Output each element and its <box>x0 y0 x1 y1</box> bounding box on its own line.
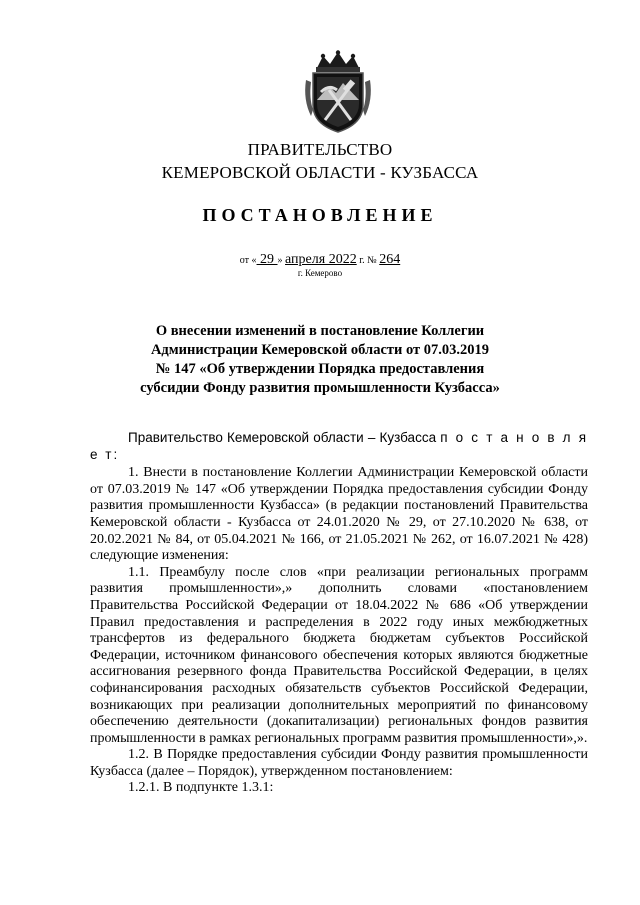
paragraph-1-1: 1.1. Преамбулу после слов «при реализации региональных программ развития промышленности»,» дополнить словами «постановлением Правительства Российской Федерации от 18.04.2022 № 686 «Об утверждении Правил предоставления и распределения в 2022 году иных межбюджетных трансфертов из федерального бюджета бюджетам субъектов Российской Федерации, источником финансового обеспечения которых являются бюджетные ассигнования резервного фонда Правительства Российской Федерации, в целях софинансирования расходных обязательств субъектов Российской Федерации, возникающих при реализации дополнительных мероприятий по финансовому обеспечению деятельности (докапитализации) региональных фондов развития промышленности в рамках региональных программ развития промышленности»,». <box>90 564 588 746</box>
organization-name-line2: КЕМЕРОВСКОЙ ОБЛАСТИ - КУЗБАССА <box>161 163 479 182</box>
intro-verb: п о с т а н о в л я е т: <box>90 430 589 462</box>
document-type: ПОСТАНОВЛЕНИЕ <box>202 205 438 225</box>
paragraph-1: 1. Внести в постановление Коллегии Администрации Кемеровской области от 07.03.2019 № 147 «Об утверждении Порядка предоставления субсидии Фонду развития промышленности Кузбасса» (в редакции постановлений Правительства Кемеровской области - Кузбасса от 24.01.2020 № 29, от 27.10.2020 № 638, от 20.02.2021 № 84, от 05.04.2021 № 166, от 21.05.2021 № 262, от 16.07.2021 № 428) следующие изменения: <box>90 465 588 564</box>
document-number: 264 <box>379 252 401 267</box>
organization-name-line1: ПРАВИТЕЛЬСТВО <box>247 140 393 159</box>
document-dateline <box>0 252 640 268</box>
document-body <box>90 430 588 797</box>
date-prefix: от « <box>239 255 257 266</box>
paragraph-1-2: 1.2. В Порядке предоставления субсидии Фонду развития промышленности Кузбасса (далее – Порядок), утвержденном постановлением: <box>90 747 588 779</box>
intro-text: Правительство Кемеровской области – Кузбасса <box>128 430 441 445</box>
date-mid: » <box>277 255 286 266</box>
subject-line: субсидии Фонду развития промышленности Кузбасса» <box>140 380 500 396</box>
date-day: 29 <box>256 252 278 267</box>
subject-line: Администрации Кемеровской области от 07.03.2019 <box>150 342 490 358</box>
subject-line: О внесении изменений в постановление Коллегии <box>155 323 485 339</box>
date-year-suffix: г. № <box>356 255 380 266</box>
intro-paragraph <box>90 430 588 463</box>
document-subject <box>0 322 640 398</box>
subject-line: № 147 «Об утверждении Порядка предоставления <box>155 361 485 377</box>
document-city: г. Кемерово <box>297 268 343 278</box>
paragraph-1-2-1: 1.2.1. В подпункте 1.3.1: <box>128 780 274 796</box>
kuzbass-coat-of-arms-icon <box>303 50 373 134</box>
date-month-year: апреля 2022 <box>285 252 357 267</box>
